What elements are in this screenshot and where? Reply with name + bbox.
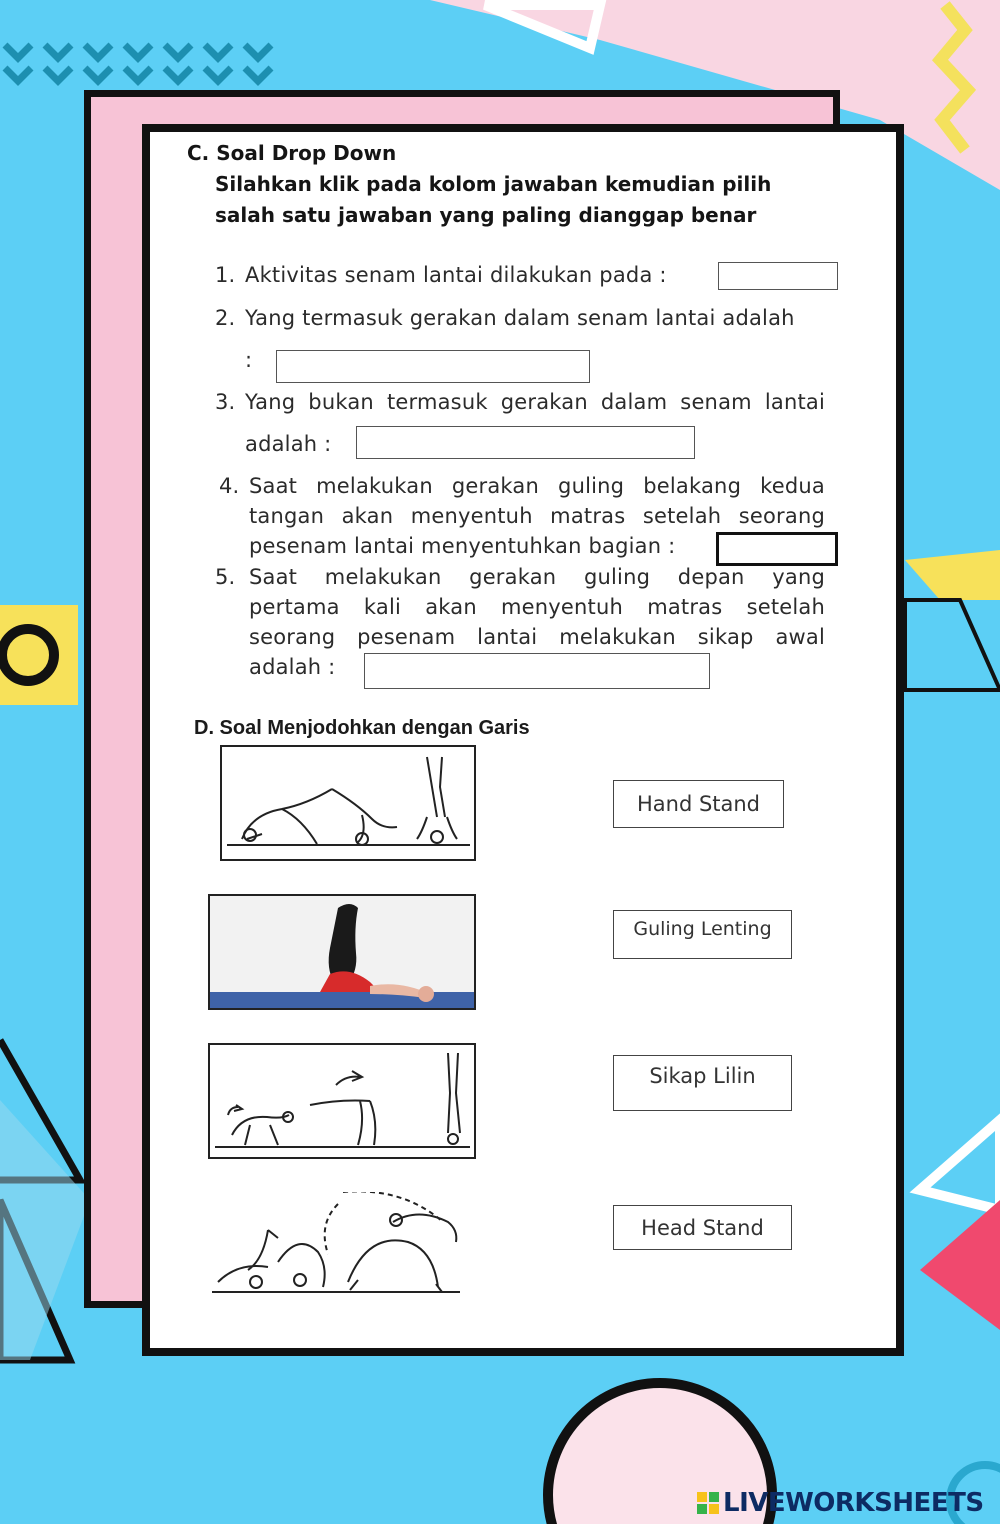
question-4-number: 4. [219, 474, 240, 498]
answer-dropdown-2[interactable] [276, 350, 590, 383]
question-3-number: 3. [215, 390, 236, 414]
image-candle-pose-photo [208, 894, 476, 1010]
match-option-sikap-lilin[interactable]: Sikap Lilin [613, 1055, 792, 1111]
answer-dropdown-3[interactable] [356, 426, 695, 459]
liveworksheets-logo [697, 1488, 984, 1518]
question-1-number: 1. [215, 263, 236, 287]
gymnast-sketch-3 [210, 1045, 474, 1157]
match-option-guling-lenting[interactable]: Guling Lenting [613, 910, 792, 959]
section-c-instruction-line2: salah satu jawaban yang paling dianggap benar [215, 203, 757, 227]
logo-text: LIVEWORKSHEETS [723, 1488, 984, 1518]
question-3-line2: adalah : [245, 432, 332, 456]
image-hand-stand-sequence [208, 1043, 476, 1159]
question-5-line4: adalah : [249, 655, 336, 679]
gymnast-sketch-1 [222, 747, 474, 859]
question-2-text: Yang termasuk gerakan dalam senam lantai adalah [245, 306, 795, 330]
question-2-number: 2. [215, 306, 236, 330]
logo-icon [697, 1492, 719, 1514]
answer-dropdown-1[interactable] [718, 262, 838, 290]
question-5-line2: pertama kali akan menyentuh matras setelah [249, 595, 825, 619]
answer-dropdown-4[interactable] [716, 532, 838, 566]
question-3-text: Yang bukan termasuk gerakan dalam senam lantai [245, 390, 825, 414]
gymnast-sketch-4 [208, 1192, 464, 1302]
image-head-stand-sequence [220, 745, 476, 861]
match-option-hand-stand[interactable]: Hand Stand [613, 780, 784, 828]
image-kip-sequence [208, 1192, 464, 1302]
candle-pose-illustration [210, 896, 474, 1008]
question-5-line3: seorang pesenam lantai melakukan sikap awal [249, 625, 825, 649]
question-4-line1: Saat melakukan gerakan guling belakang kedua [249, 474, 825, 498]
question-4-line3: pesenam lantai menyentuhkan bagian : [249, 534, 676, 558]
answer-dropdown-5[interactable] [364, 653, 710, 689]
question-2-colon: : [245, 348, 253, 372]
match-option-head-stand[interactable]: Head Stand [613, 1205, 792, 1250]
section-d-heading: D. Soal Menjodohkan dengan Garis [194, 717, 530, 739]
section-c-instruction-line1: Silahkan klik pada kolom jawaban kemudian pilih [215, 172, 772, 196]
question-1-text: Aktivitas senam lantai dilakukan pada : [245, 263, 667, 287]
section-c-heading: C. Soal Drop Down [187, 141, 397, 165]
question-5-line1: Saat melakukan gerakan guling depan yang [249, 565, 825, 589]
question-4-line2: tangan akan menyentuh matras setelah seorang [249, 504, 825, 528]
question-5-number: 5. [215, 565, 236, 589]
